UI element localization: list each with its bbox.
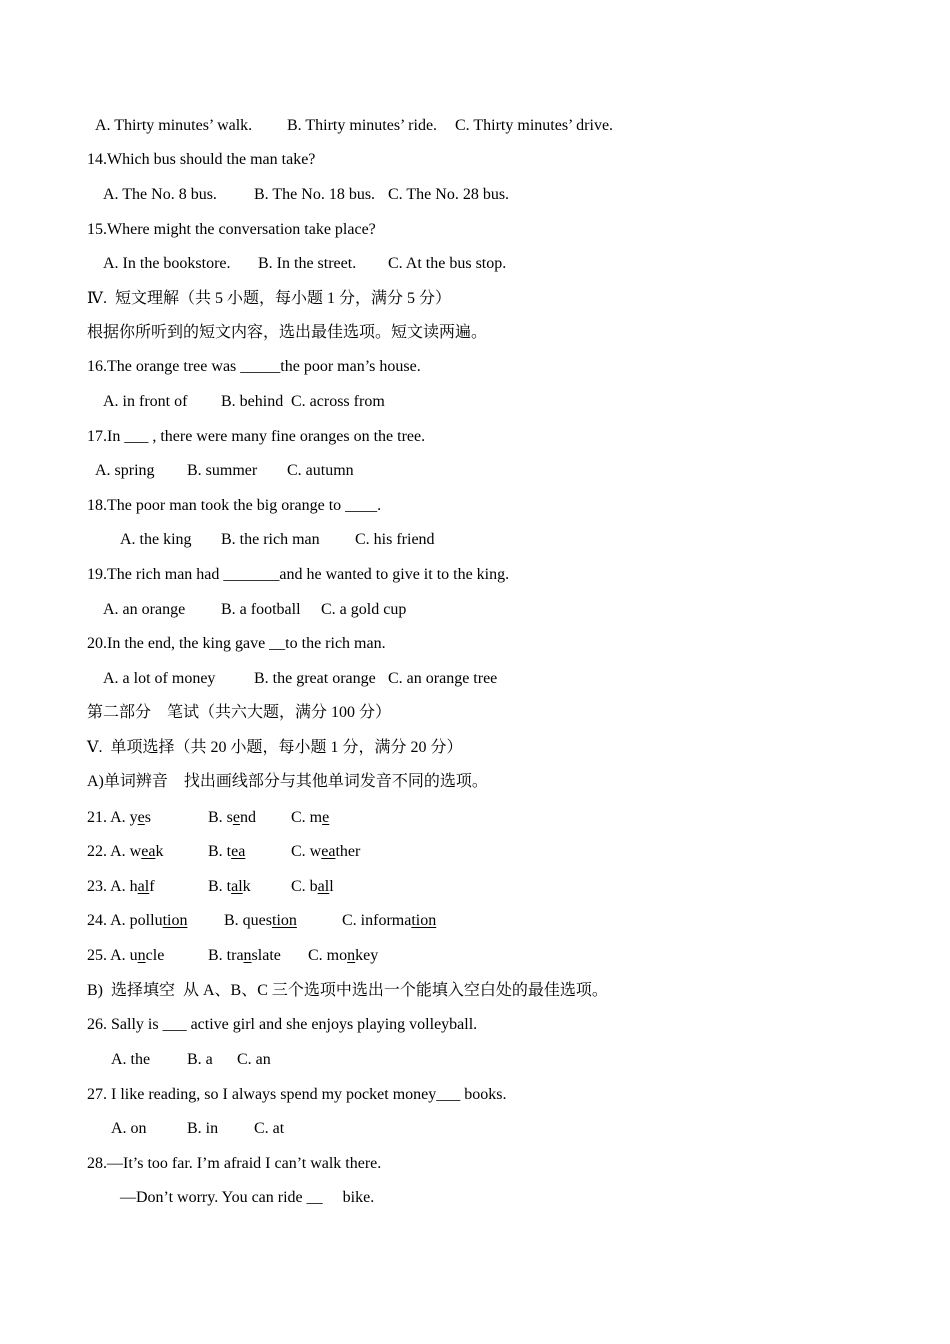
line-text: —Don’t worry. You can ride __ bike. bbox=[120, 1189, 375, 1206]
underlined-letters: ea bbox=[321, 843, 336, 860]
line-text: A. The No. 8 bus. bbox=[103, 186, 217, 203]
line-text: A. Thirty minutes’ walk. bbox=[95, 117, 253, 134]
line-text: 根据你所听到的短文内容，选出最佳选项。短文读两遍。 bbox=[87, 324, 488, 341]
line-text: 23. A. half bbox=[87, 878, 155, 895]
option-text: C. The No. 28 bus. bbox=[388, 186, 510, 203]
line-text: 26. Sally is ___ active girl and she enjoys playing volleyball. bbox=[87, 1016, 478, 1033]
line-text: A. spring bbox=[95, 462, 155, 479]
line-text: A. a lot of money bbox=[103, 670, 216, 687]
line-text: 14.Which bus should the man take? bbox=[87, 151, 316, 168]
line-text: 28.—It’s too far. I’m afraid I can’t walk there. bbox=[87, 1155, 382, 1172]
line-text: 19.The rich man had _______and he wanted to give it to the king. bbox=[87, 566, 510, 583]
underlined-letters: n bbox=[137, 947, 146, 964]
option-text: C. weather bbox=[291, 843, 361, 860]
option-text: B. summer bbox=[187, 462, 258, 479]
option-text: B. the great orange bbox=[254, 670, 376, 687]
line-text: 15.Where might the conversation take place? bbox=[87, 221, 376, 238]
line-text: Ⅴ. 单项选择（共 20 小题，每小题 1 分，满分 20 分） bbox=[87, 739, 463, 756]
line-text: A. in front of bbox=[103, 393, 188, 410]
option-text: C. across from bbox=[291, 393, 385, 410]
option-text: C. Thirty minutes’ drive. bbox=[455, 117, 614, 134]
underlined-letters: al bbox=[137, 878, 150, 895]
line-text: 22. A. weak bbox=[87, 843, 164, 860]
underlined-letters: e bbox=[322, 809, 330, 826]
underlined-letters: e bbox=[232, 809, 241, 826]
line-text: 27. I like reading, so I always spend my pocket money___ books. bbox=[87, 1086, 507, 1103]
option-text: C. an bbox=[237, 1051, 271, 1068]
line-text: 24. A. pollution bbox=[87, 912, 188, 929]
underlined-letters: al bbox=[317, 878, 330, 895]
line-text: 第二部分 笔试（共六大题，满分 100 分） bbox=[87, 704, 392, 721]
line-text: Ⅳ. 短文理解（共 5 小题，每小题 1 分，满分 5 分） bbox=[87, 290, 451, 307]
option-text: B. in bbox=[187, 1120, 219, 1137]
option-text: B. send bbox=[208, 809, 257, 826]
option-text: B. translate bbox=[208, 947, 281, 964]
option-text: B. behind bbox=[221, 393, 284, 410]
option-text: C. autumn bbox=[287, 462, 354, 479]
option-text: B. a bbox=[187, 1051, 213, 1068]
underlined-letters: e bbox=[137, 809, 145, 826]
option-text: C. his friend bbox=[355, 531, 435, 548]
option-text: C. at bbox=[254, 1120, 285, 1137]
underlined-letters: ea bbox=[141, 843, 156, 860]
line-text: 21. A. yes bbox=[87, 809, 152, 826]
underlined-letters: ea bbox=[231, 843, 246, 860]
option-text: C. a gold cup bbox=[321, 601, 407, 618]
underlined-letters: tion bbox=[411, 912, 437, 929]
option-text: B. question bbox=[224, 912, 297, 929]
line-text: 17.In ___ , there were many fine oranges on the tree. bbox=[87, 428, 426, 445]
option-text: B. talk bbox=[208, 878, 251, 895]
option-text: C. information bbox=[342, 912, 437, 929]
option-text: B. tea bbox=[208, 843, 246, 860]
underlined-letters: tion bbox=[162, 912, 188, 929]
line-text: A. an orange bbox=[103, 601, 186, 618]
line-text: 25. A. uncle bbox=[87, 947, 165, 964]
line-text: 20.In the end, the king gave __to the rich man. bbox=[87, 635, 386, 652]
line-text: A. the king bbox=[120, 531, 192, 548]
line-text: 18.The poor man took the big orange to ____. bbox=[87, 497, 382, 514]
option-text: C. At the bus stop. bbox=[388, 255, 507, 272]
option-text: C. ball bbox=[291, 878, 334, 895]
option-text: B. the rich man bbox=[221, 531, 320, 548]
underlined-letters: n bbox=[347, 947, 356, 964]
line-text: A. In the bookstore. bbox=[103, 255, 231, 272]
option-text: B. In the street. bbox=[258, 255, 357, 272]
underlined-letters: tion bbox=[272, 912, 297, 929]
option-text: B. The No. 18 bus. bbox=[254, 186, 376, 203]
line-text: A. on bbox=[111, 1120, 147, 1137]
option-text: C. me bbox=[291, 809, 330, 826]
line-text: A. the bbox=[111, 1051, 151, 1068]
line-text: B) 选择填空 从 A、B、C 三个选项中选出一个能填入空白处的最佳选项。 bbox=[87, 982, 608, 999]
underlined-letters: al bbox=[231, 878, 243, 895]
option-text: C. an orange tree bbox=[388, 670, 498, 687]
line-text: 16.The orange tree was _____the poor man’s house. bbox=[87, 358, 421, 375]
option-text: B. Thirty minutes’ ride. bbox=[287, 117, 438, 134]
option-text: C. monkey bbox=[308, 947, 379, 964]
option-text: B. a football bbox=[221, 601, 301, 618]
underlined-letters: n bbox=[243, 947, 252, 964]
line-text: A)单词辨音 找出画线部分与其他单词发音不同的选项。 bbox=[87, 773, 488, 790]
